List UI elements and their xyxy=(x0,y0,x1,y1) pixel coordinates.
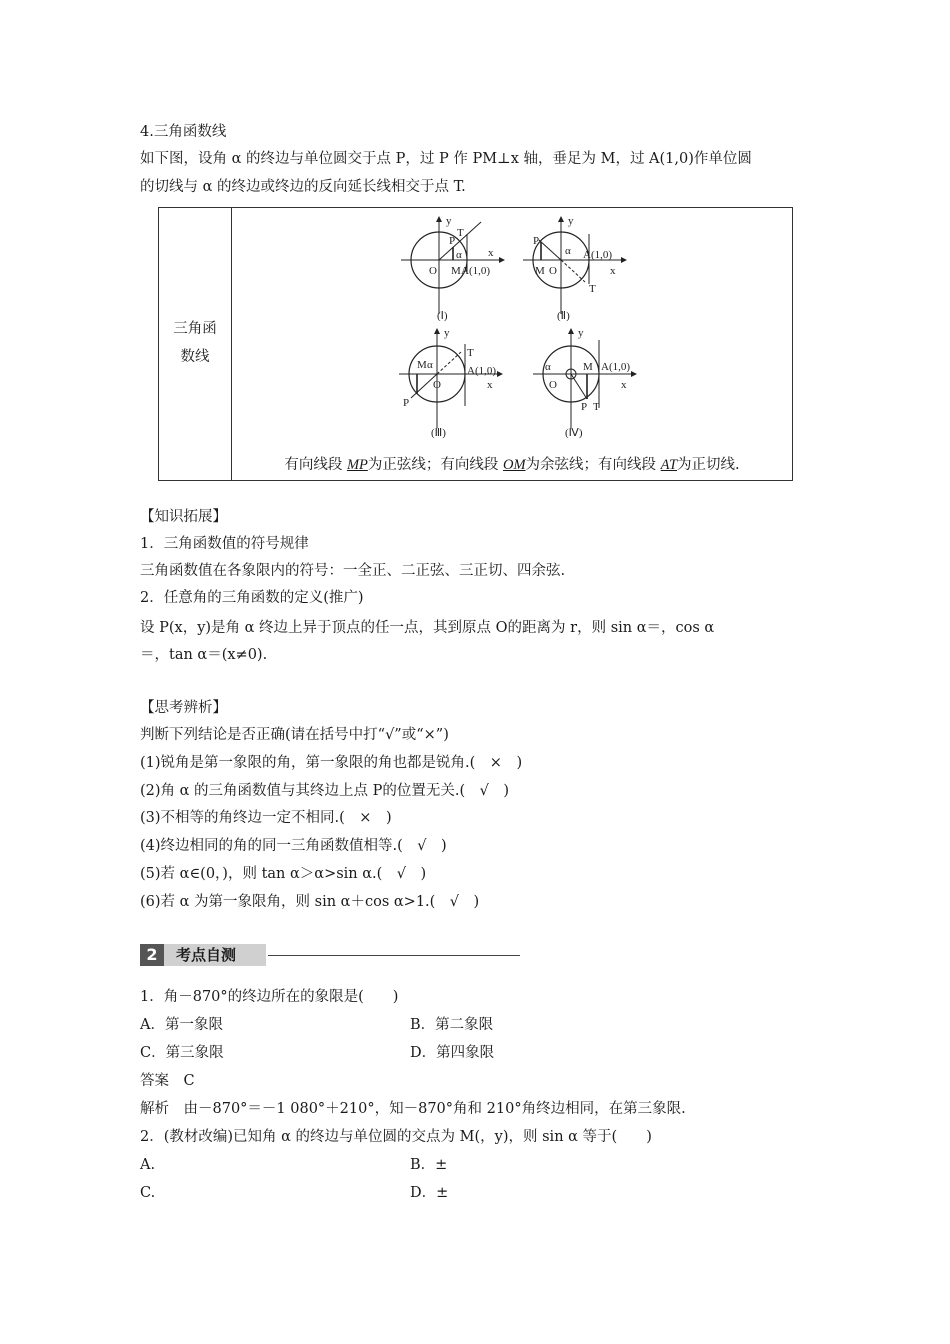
intro-paragraph-line-1: 如下图，设角 α 的终边与单位圆交于点 P，过 P 作 PM⊥x 轴，垂足为 M，过 A(1,0)作单位圆 xyxy=(140,151,752,167)
svg-text:A(1,0): A(1,0) xyxy=(583,249,613,261)
svg-text:O: O xyxy=(429,265,437,277)
svg-text:P: P xyxy=(449,235,456,247)
think-item-4: (4)终边相同的角的同一三角函数值相等.( √ ) xyxy=(140,838,447,854)
tangent-line-label: AT xyxy=(660,457,678,473)
q2-option-b: B．± xyxy=(410,1157,448,1173)
svg-text:O: O xyxy=(549,379,557,391)
ext-line-2: 三角函数值在各象限内的符号：一全正、二正弦、三正切、四余弦. xyxy=(140,563,566,579)
sine-line-label: MP xyxy=(346,457,368,473)
figure-4-caption: (Ⅳ) xyxy=(565,427,583,439)
svg-text:y: y xyxy=(444,327,450,339)
table-label-line-1: 三角函 xyxy=(173,321,217,337)
ext-line-1: 1．三角函数值的符号规律 xyxy=(140,536,309,552)
unit-circle-figure-3 xyxy=(397,326,517,444)
section-heading-trig-lines: 4.三角函数线 xyxy=(140,124,227,140)
think-item-2: (2)角 α 的三角函数值与其终边上点 P的位置无关.( √ ) xyxy=(140,783,510,799)
svg-text:M: M xyxy=(583,361,593,373)
q2-stem: 2．(教材改编)已知角 α 的终边与单位圆的交点为 M(，y)，则 sin α 等于( ) xyxy=(140,1129,652,1145)
svg-text:M: M xyxy=(535,265,545,277)
svg-text:x: x xyxy=(487,379,493,391)
q1-analysis: 解析 由－870°＝－1 080°＋210°，知－870°角和 210°角终边相同，在第三象限. xyxy=(140,1101,686,1117)
section-number: 2 xyxy=(140,944,164,966)
q1-option-d: D．第四象限 xyxy=(410,1045,495,1061)
svg-text:O: O xyxy=(433,379,441,391)
svg-text:α: α xyxy=(545,361,551,373)
unit-circle-figure-2 xyxy=(521,214,631,324)
q1-answer: 答案 C xyxy=(140,1073,195,1089)
svg-text:T: T xyxy=(457,227,464,239)
svg-text:y: y xyxy=(568,215,574,227)
section-rule xyxy=(268,955,520,956)
svg-text:x: x xyxy=(621,379,627,391)
think-analysis-title: 【思考辨析】 xyxy=(140,700,227,716)
q2-option-d: D．± xyxy=(410,1185,449,1201)
svg-text:O: O xyxy=(549,265,557,277)
ext-line-5: ＝，tan α＝(x≠0). xyxy=(140,647,268,663)
q2-option-c: C. xyxy=(140,1185,156,1201)
svg-text:α: α xyxy=(427,359,433,371)
svg-text:A(1,0): A(1,0) xyxy=(601,361,631,373)
table-caption: 有向线段 MP为正弦线；有向线段 OM为余弦线；有向线段 AT为正切线. xyxy=(284,457,740,473)
svg-text:P: P xyxy=(403,397,410,409)
intro-paragraph-line-2: 的切线与 α 的终边或终边的反向延长线相交于点 T. xyxy=(140,179,466,195)
svg-text:M: M xyxy=(451,265,461,277)
svg-text:y: y xyxy=(446,215,452,227)
think-item-1: (1)锐角是第一象限的角，第一象限的角也都是锐角.( × ) xyxy=(140,755,523,771)
figure-3-caption: (Ⅲ) xyxy=(431,427,446,439)
q2-option-a: A. xyxy=(140,1157,156,1173)
svg-text:T: T xyxy=(589,283,596,295)
ext-line-3: 2．任意角的三角函数的定义(推广) xyxy=(140,590,364,606)
q1-option-c: C．第三象限 xyxy=(140,1045,224,1061)
ext-line-4: 设 P(x，y)是角 α 终边上异于顶点的任一点，其到原点 O的距离为 r，则 sin α＝，cos α xyxy=(140,620,715,636)
q1-option-a: A．第一象限 xyxy=(140,1017,223,1033)
table-label-line-2: 数线 xyxy=(180,349,210,365)
figure-1-caption: (Ⅰ) xyxy=(437,310,448,322)
svg-text:y: y xyxy=(578,327,584,339)
svg-text:x: x xyxy=(610,265,616,277)
svg-text:α: α xyxy=(565,245,571,257)
cosine-line-label: OM xyxy=(502,457,526,473)
svg-text:P: P xyxy=(581,401,588,413)
svg-text:T: T xyxy=(467,347,474,359)
svg-text:P: P xyxy=(533,235,540,247)
think-instruction: 判断下列结论是否正确(请在括号中打“√”或“×”) xyxy=(140,727,449,743)
trig-lines-table xyxy=(158,207,793,481)
section-banner xyxy=(140,942,520,966)
section-title: 考点自测 xyxy=(164,944,266,966)
unit-circle-figure-1 xyxy=(399,214,509,324)
svg-text:T: T xyxy=(593,401,600,413)
unit-circle-figure-4 xyxy=(531,326,651,444)
think-item-5: (5)若 α∈(0，)，则 tan α＞α>sin α.( √ ) xyxy=(140,866,427,882)
think-item-6: (6)若 α 为第一象限角，则 sin α＋cos α>1.( √ ) xyxy=(140,894,480,910)
q1-stem: 1．角－870°的终边所在的象限是( ) xyxy=(140,989,399,1005)
svg-text:M: M xyxy=(417,359,427,371)
table-label-cell xyxy=(159,208,232,480)
svg-text:α: α xyxy=(456,249,462,261)
knowledge-extension-title: 【知识拓展】 xyxy=(140,509,227,525)
svg-text:A(1,0): A(1,0) xyxy=(467,365,497,377)
think-item-3: (3)不相等的角终边一定不相同.( × ) xyxy=(140,810,392,826)
q1-option-b: B．第二象限 xyxy=(410,1017,494,1033)
figure-2-caption: (Ⅱ) xyxy=(557,310,570,322)
svg-text:A(1,0): A(1,0) xyxy=(461,265,491,277)
svg-text:x: x xyxy=(488,247,494,259)
